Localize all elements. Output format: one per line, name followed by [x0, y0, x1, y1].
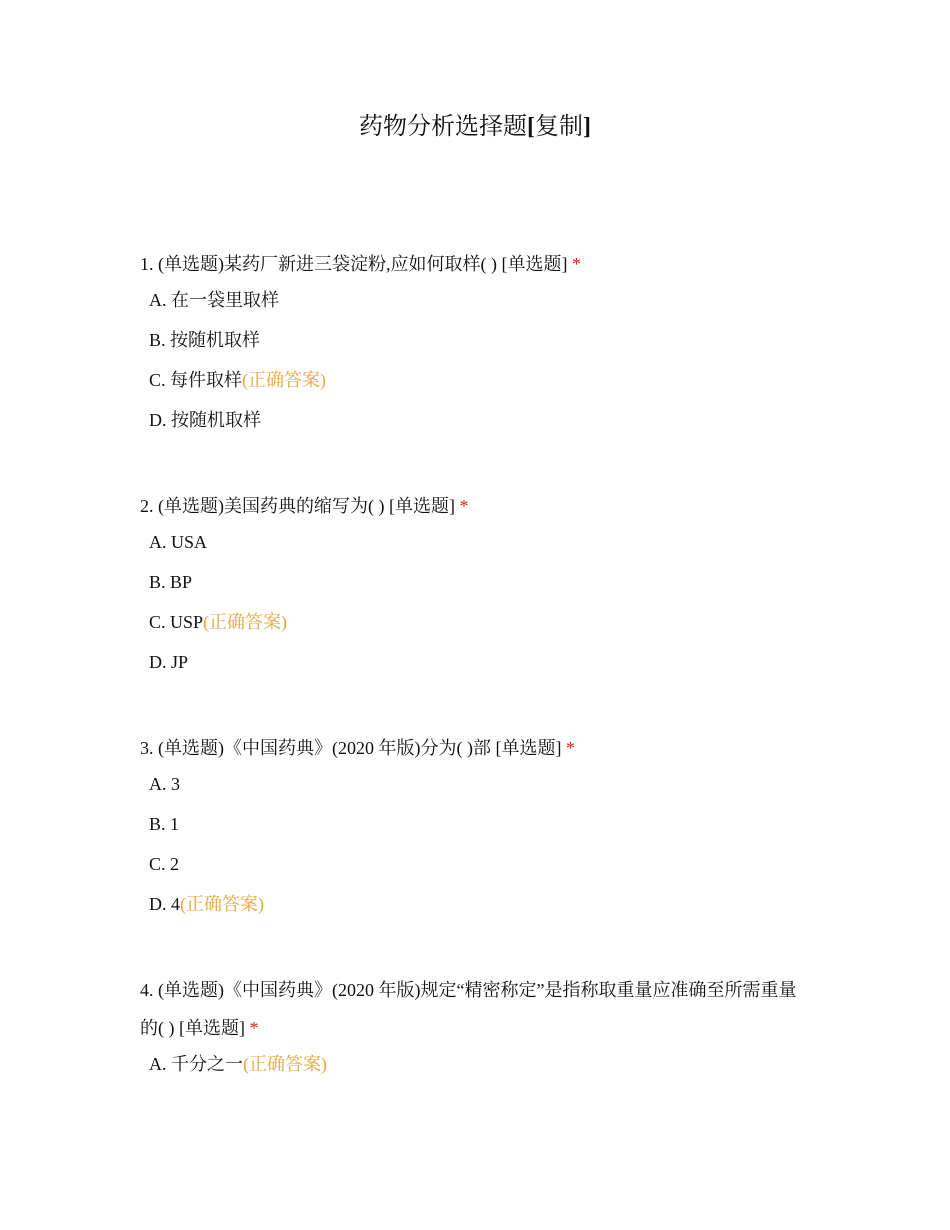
option-d[interactable] — [149, 891, 810, 931]
option-label: C. 每件取样 — [149, 370, 243, 390]
correct-answer-mark: (正确答案) — [203, 612, 288, 632]
option-label: B. 1 — [149, 814, 180, 834]
option-label: A. 3 — [149, 774, 180, 794]
title-bracket-close: ] — [583, 114, 591, 140]
option-a[interactable] — [149, 287, 810, 327]
option-a[interactable] — [149, 771, 810, 811]
option-a[interactable] — [149, 1051, 810, 1091]
title-copy-tag: 复制 — [535, 114, 583, 140]
option-label: D. 按随机取样 — [149, 410, 261, 430]
question-stem — [140, 971, 810, 1047]
correct-answer-mark: (正确答案) — [243, 1054, 327, 1074]
option-list — [149, 287, 810, 447]
question-number: 2. — [140, 496, 154, 516]
option-c[interactable] — [149, 367, 810, 407]
correct-answer-mark: (正确答案) — [180, 894, 264, 914]
correct-answer-mark: (正确答案) — [242, 370, 327, 390]
option-label: C. USP — [149, 612, 204, 632]
question-number: 1. — [140, 254, 154, 274]
option-label: A. 千分之一 — [149, 1054, 243, 1074]
option-a[interactable] — [149, 529, 810, 569]
question-number: 4. — [140, 980, 154, 1000]
question-text: (单选题)某药厂新进三袋淀粉,应如何取样( ) [单选题] — [158, 254, 568, 274]
question-stem — [140, 245, 810, 283]
question-1 — [140, 245, 810, 447]
question-text: (单选题)美国药典的缩写为( ) [单选题] — [158, 496, 455, 516]
option-label: A. 在一袋里取样 — [149, 290, 279, 310]
option-label: D. JP — [149, 652, 189, 672]
option-c[interactable] — [149, 851, 810, 891]
question-2 — [140, 487, 810, 689]
option-c[interactable] — [149, 609, 810, 649]
required-marker: * — [565, 738, 575, 758]
required-marker: * — [249, 1018, 259, 1038]
question-stem — [140, 729, 810, 767]
question-text: (单选题)《中国药典》(2020 年版)规定“精密称定”是指称取重量应准确至所需重量的( ) [单选题] — [140, 980, 797, 1038]
option-label: D. 4 — [149, 894, 180, 914]
option-label: B. BP — [149, 572, 193, 592]
question-stem — [140, 487, 810, 525]
option-b[interactable] — [149, 569, 810, 609]
option-label: B. 按随机取样 — [149, 330, 261, 350]
option-d[interactable] — [149, 649, 810, 689]
option-d[interactable] — [149, 407, 810, 447]
option-list — [149, 771, 810, 931]
option-list — [149, 529, 810, 689]
option-list — [149, 1051, 810, 1091]
question-4 — [140, 971, 810, 1091]
question-3 — [140, 729, 810, 931]
option-label: C. 2 — [149, 854, 180, 874]
required-marker: * — [459, 496, 469, 516]
option-b[interactable] — [149, 327, 810, 367]
title-text: 药物分析选择题 — [359, 114, 527, 140]
option-label: A. USA — [149, 532, 208, 552]
title-bracket-open: [ — [527, 114, 535, 140]
required-marker: * — [571, 254, 581, 274]
question-text: (单选题)《中国药典》(2020 年版)分为( )部 [单选题] — [158, 738, 562, 758]
question-number: 3. — [140, 738, 154, 758]
option-b[interactable] — [149, 811, 810, 851]
page-title — [0, 110, 950, 144]
